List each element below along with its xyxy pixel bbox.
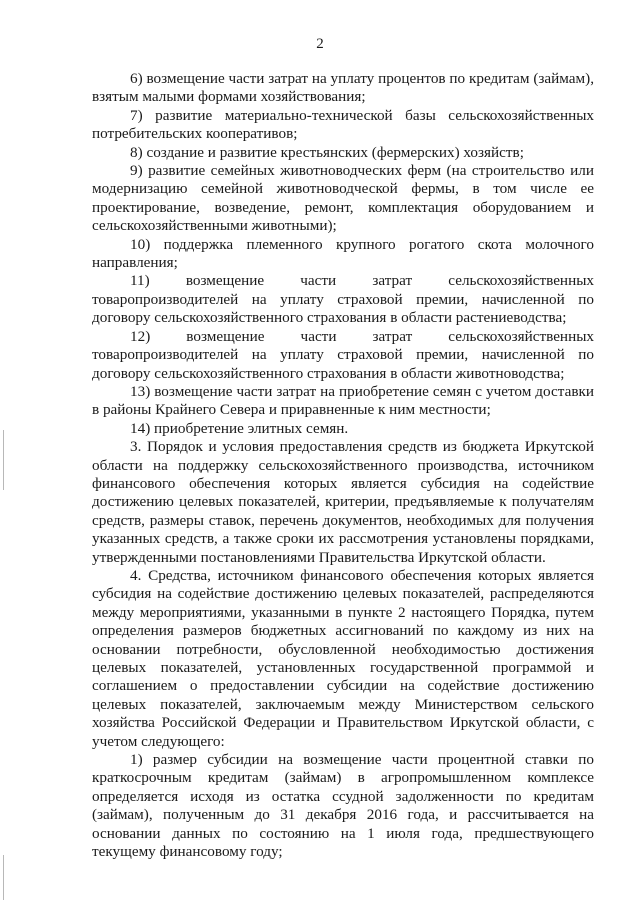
list-item-6: 6) возмещение части затрат на уплату процентов по кредитам (займам), взятым малыми формами хозяйствования;	[92, 70, 594, 106]
list-item-13: 13) возмещение части затрат на приобретение семян с учетом доставки в районы Крайнего Севера и приравненные к ним местности;	[92, 382, 594, 419]
list-item-8: 8) создание и развитие крестьянских (фермерских) хозяйств;	[130, 143, 524, 161]
document-body	[92, 70, 594, 861]
list-item-14: 14) приобретение элитных семян.	[130, 419, 349, 437]
clause-3: 3. Порядок и условия предоставления средств из бюджета Иркутской области на поддержку сельскохозяйственного производства, источником финансового обеспечения которых является субсидия на содействие достижению целевых показателей, критерии, предъявляемые к получателям средств, размеры ставок, перечень документов, необходимых для получения указанных средств, а также сроки их рассмотрения установлены порядками, утвержденными постановлениями Правительства Иркутской области.	[92, 438, 594, 566]
list-item-9: 9) развитие семейных животноводческих ферм (на строительство или модернизацию семейной животноводческой фермы, в том числе ее проектирование, возведение, ремонт, комплектация оборудованием и сельскохозяйственными животными);	[92, 162, 594, 235]
scan-edge-mark	[3, 430, 4, 490]
list-item-12: 12) возмещение части затрат сельскохозяйственных товаропроизводителей на уплату страховой премии, начисленной по договору сельскохозяйственного страхования в области животноводства;	[92, 327, 594, 382]
list-item-11: 11) возмещение части затрат сельскохозяйственных товаропроизводителей на уплату страховой премии, начисленной по договору сельскохозяйственного страхования в области растениеводства;	[92, 272, 594, 327]
scan-edge-mark	[3, 855, 4, 900]
list-item-7: 7) развитие материально-технической базы сельскохозяйственных потребительских кооперативов;	[92, 106, 594, 143]
clause-4-item-1: 1) размер субсидии на возмещение части процентной ставки по краткосрочным кредитам (займам) в агропромышленном комплексе определяется исходя из остатка ссудной задолженности по кредитам (займам), полученным до 31 декабря 2016 года, и рассчитывается на основании данных по состоянию на 1 июля года, предшествующего текущему финансовому году;	[92, 751, 594, 861]
list-item-10: 10) поддержка племенного крупного рогатого скота молочного направления;	[92, 235, 594, 272]
page-number: 2	[316, 36, 324, 52]
clause-4: 4. Средства, источником финансового обеспечения которых является субсидия на содействие достижению целевых показателей, распределяются между мероприятиями, указанными в пункте 2 настоящего Порядка, путем определения размеров бюджетных ассигнований по каждому из них на основании потребности, обусловленной необходимостью достижения целевых показателей, установленных государственной программой и соглашением о предоставлении субсидии на содействие достижению целевых показателей, заключаемым между Министерством сельского хозяйства Российской Федерации и Правительством Иркутской области, с учетом следующего:	[92, 566, 594, 750]
